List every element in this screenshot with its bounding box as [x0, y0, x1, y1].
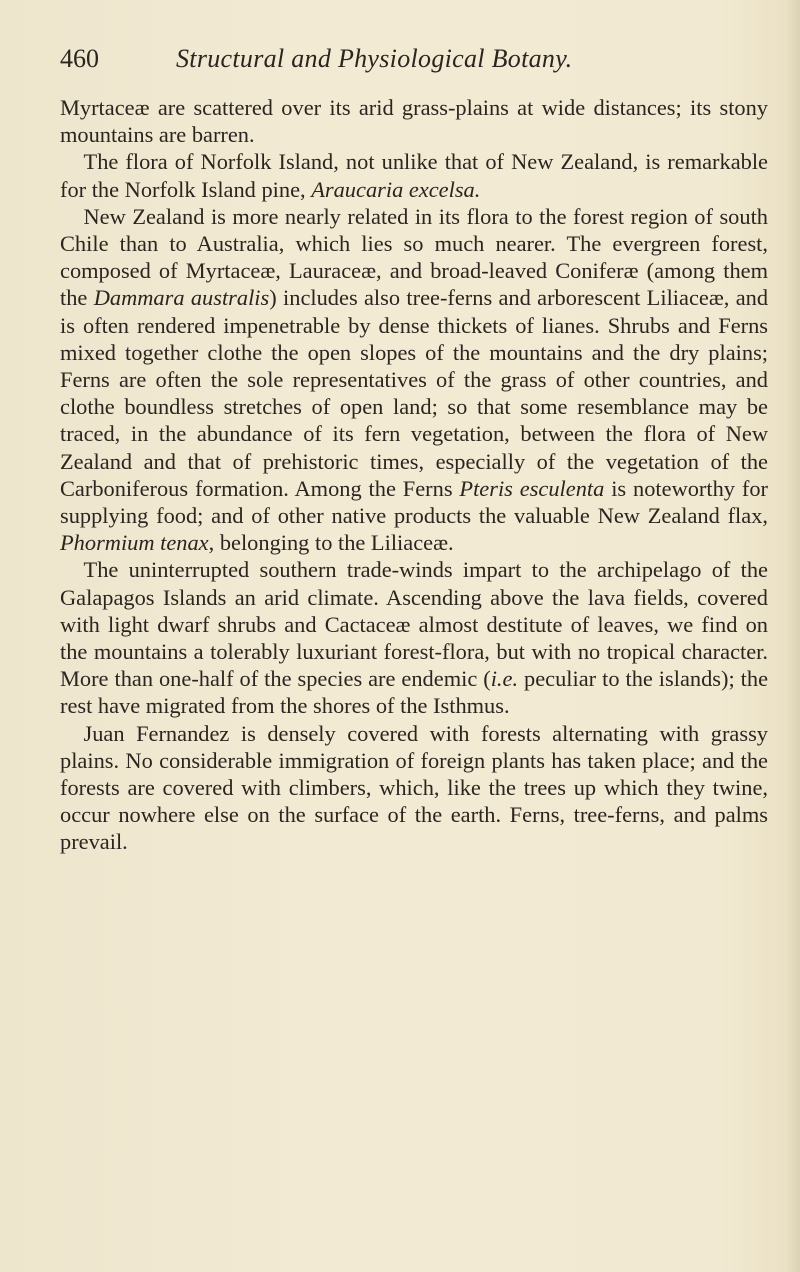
page-number: 460 — [60, 44, 99, 73]
abbreviation: i.e. — [490, 666, 519, 692]
running-header — [60, 44, 760, 84]
species-name: Pteris esculenta — [459, 475, 605, 501]
paragraph-text: Myrtaceæ are scattered over its arid grass-plains at wide distances; its stony mountains are barren. — [60, 95, 768, 148]
paragraph-new-zealand — [60, 203, 768, 557]
paragraph-juan-fernandez — [60, 720, 768, 856]
paragraph-text: New Zealand is more nearly related in its flora to the forest region of south Chile than to Australia, which lies so much nearer. The evergreen forest, composed of Myrtaceæ, Lauraceæ, and broad-leaved Coniferæ (among them the — [60, 203, 768, 311]
species-name: Araucaria excelsa. — [311, 176, 481, 202]
paragraph-text: The flora of Norfolk Island, not unlike that of New Zealand, is remarkable for the Norfolk Island pine, — [60, 149, 768, 202]
page-edge-shadow — [786, 0, 800, 1272]
running-title: Structural and Physiological Botany. — [176, 44, 573, 73]
paragraph-norfolk-island — [60, 148, 768, 202]
paragraph-text: The uninterrupted southern trade-winds impart to the archipelago of the Galapagos Islands an arid climate. Ascending above the lava fields, covered with light dwarf shrubs and Cactaceæ almost destitute of leaves, we find on the mountains a tolerably luxuriant forest-flora, but with no tropical character. More than one-half of the species are endemic ( — [60, 557, 768, 692]
paragraph-text: peculiar to the islands); the rest have migrated from the shores of the Isthmus. — [60, 666, 769, 719]
paragraph-text: , belonging to the Liliaceæ. — [208, 530, 454, 556]
paragraph-myrtaceae — [60, 94, 768, 148]
paragraph-galapagos — [60, 556, 768, 719]
species-name: Dammara australis — [93, 285, 270, 311]
species-name: Phormium tenax — [60, 530, 209, 556]
paragraph-text: is noteworthy for supplying food; and of other native products the valuable New Zealand flax, — [60, 475, 768, 529]
paragraph-text: ) includes also tree-ferns and arborescent Liliaceæ, and is often rendered impenetrable by dense thickets of lianes. Shrubs and Ferns mixed together clothe the open slopes of the mountains and the dry plains; Ferns are often the sole representatives of the grass of other countries, and clothe boundless stretches of open land; so that some resemblance may be traced, in the abundance of its fern vegetation, between the flora of New Zealand and that of prehistoric times, especially of the vegetation of the Carboniferous formation. Among the Ferns — [60, 285, 769, 501]
paragraph-text: Juan Fernandez is densely covered with forests alternating with grassy plains. No considerable immigration of foreign plants has taken place; and the forests are covered with climbers, which, like the trees up which they twine, occur nowhere else on the surface of the earth. Ferns, tree-ferns, and palms prevail. — [60, 720, 768, 855]
body-text — [60, 94, 768, 856]
